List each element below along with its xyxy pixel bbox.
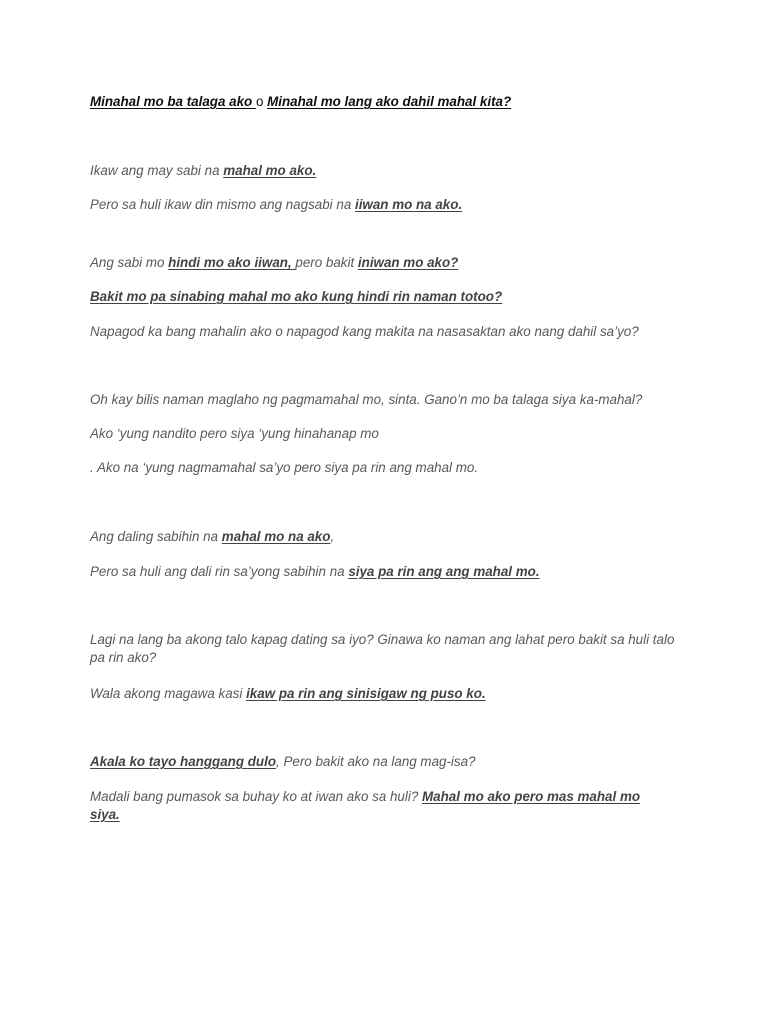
title-part-1: Minahal mo ba talaga ako — [90, 94, 256, 109]
paragraph-7 — [90, 425, 680, 443]
paragraph-12-emphasis: ikaw pa rin ang sinisigaw ng puso ko. — [246, 686, 486, 701]
paragraph-4 — [90, 288, 680, 306]
paragraph-2-text: Pero sa huli ikaw din mismo ang nagsabi na — [90, 197, 355, 212]
paragraph-9-punct: , — [330, 529, 335, 544]
paragraph-5 — [90, 323, 680, 341]
paragraph-6-text: Oh kay bilis naman maglaho ng pagmamahal mo, sinta. Gano’n mo ba talaga siya ka-mahal? — [90, 392, 643, 407]
paragraph-3-emphasis-b: iniwan mo ako? — [357, 255, 459, 270]
paragraph-8-text: . Ako na ‘yung nagmamahal sa’yo pero siya pa rin ang mahal mo. — [90, 460, 479, 475]
paragraph-14-text: Madali bang pumasok sa buhay ko at iwan ako sa huli? — [90, 789, 422, 804]
paragraph-3-text-a: Ang sabi mo — [90, 255, 169, 270]
paragraph-5-text: Napagod ka bang mahalin ako o napagod kang makita na nasasaktan ako nang dahil sa’yo? — [90, 324, 639, 339]
paragraph-14 — [90, 788, 670, 824]
paragraph-6 — [90, 391, 680, 409]
paragraph-3-emphasis-a: hindi mo ako iiwan, — [168, 255, 296, 270]
paragraph-3 — [90, 254, 680, 272]
paragraph-3-text-b: pero bakit — [295, 255, 358, 270]
paragraph-2 — [90, 196, 680, 214]
document-title — [90, 93, 680, 111]
paragraph-13-text: , Pero bakit ako na lang mag-isa? — [276, 754, 476, 769]
title-separator: o — [255, 94, 268, 109]
paragraph-1 — [90, 162, 680, 180]
paragraph-13-emphasis: Akala ko tayo hanggang dulo — [90, 754, 277, 769]
paragraph-9 — [90, 528, 680, 546]
paragraph-13 — [90, 753, 680, 771]
paragraph-9-emphasis: mahal mo na ako — [221, 529, 331, 544]
paragraph-4-emphasis: Bakit mo pa sinabing mahal mo ako kung hindi rin naman totoo? — [90, 289, 503, 304]
paragraph-1-text: Ikaw ang may sabi na — [90, 163, 224, 178]
paragraph-7-text: Ako ‘yung nandito pero siya ‘yung hinahanap mo — [90, 426, 379, 441]
paragraph-2-emphasis: iiwan mo na ako. — [354, 197, 463, 212]
paragraph-11-text: Lagi na lang ba akong talo kapag dating sa iyo? Ginawa ko naman ang lahat pero bakit sa huli talo pa rin ako? — [90, 632, 675, 665]
paragraph-14-emphasis: Mahal mo ako pero mas mahal mo siya. — [90, 789, 641, 822]
paragraph-8 — [90, 459, 680, 477]
paragraph-10-emphasis: siya pa rin ang ang mahal mo. — [348, 564, 540, 579]
paragraph-1-emphasis: mahal mo ako. — [223, 163, 317, 178]
paragraph-10-text: Pero sa huli ang dali rin sa’yong sabihin na — [90, 564, 349, 579]
paragraph-10 — [90, 563, 680, 581]
paragraph-9-text: Ang daling sabihin na — [90, 529, 222, 544]
paragraph-12-text: Wala akong magawa kasi — [90, 686, 247, 701]
paragraph-12 — [90, 685, 680, 703]
paragraph-11 — [90, 631, 675, 667]
title-part-2: Minahal mo lang ako dahil mahal kita? — [267, 94, 512, 109]
